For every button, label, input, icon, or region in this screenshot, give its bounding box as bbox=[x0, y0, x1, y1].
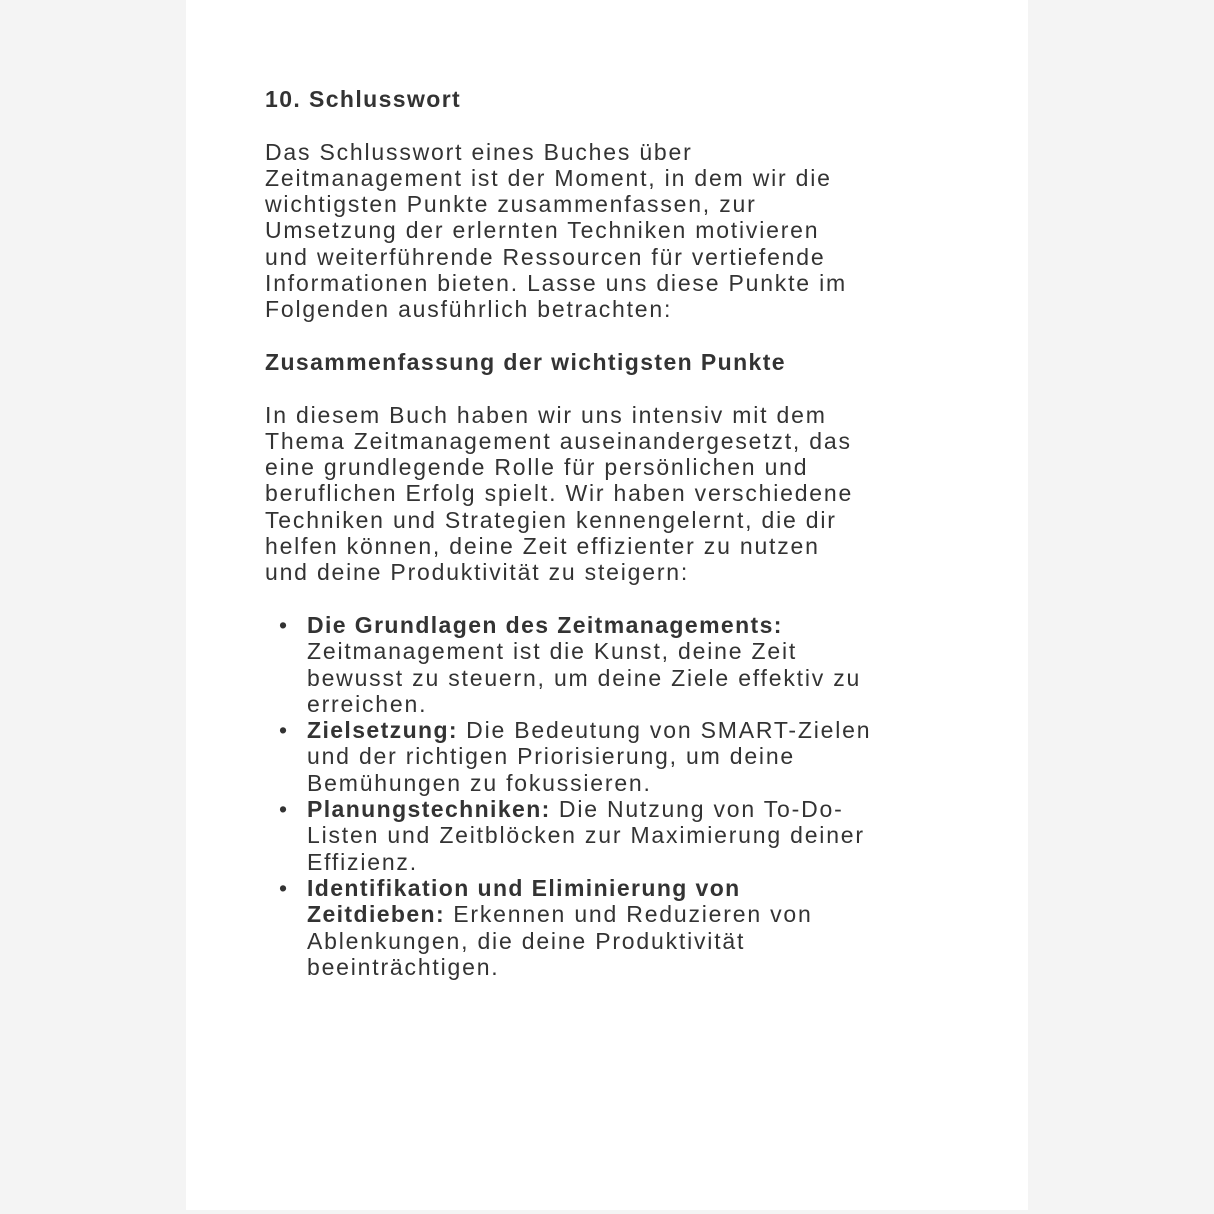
list-item-text: Zeitmanagement ist die Kunst, deine Zeit bbox=[307, 638, 798, 665]
list-item-line bbox=[307, 875, 965, 901]
list-item bbox=[265, 717, 965, 796]
list-item-text: erreichen. bbox=[307, 690, 428, 717]
text-line: Informationen bieten. Lasse uns diese Punkte im bbox=[265, 270, 847, 297]
list-item-line bbox=[307, 849, 965, 875]
intro-paragraph bbox=[265, 139, 965, 323]
list-item-line bbox=[307, 638, 965, 664]
text-line: wichtigsten Punkte zusammenfassen, zur bbox=[265, 191, 757, 218]
list-item-text: Ablenkungen, die deine Produktivität bbox=[307, 927, 746, 954]
list-item-term: Die Grundlagen des Zeitmanagements: bbox=[307, 611, 783, 638]
text-line: helfen können, deine Zeit effizienter zu nutzen bbox=[265, 533, 820, 560]
summary-paragraph bbox=[265, 402, 965, 586]
list-item-text: Bemühungen zu fokussieren. bbox=[307, 769, 652, 796]
text-line: In diesem Buch haben wir uns intensiv mit dem bbox=[265, 401, 827, 428]
list-item-term: Identifikation und Eliminierung von bbox=[307, 874, 741, 901]
list-item-term: Zeitdieben: bbox=[307, 901, 446, 928]
text-line: Zeitmanagement ist der Moment, in dem wir die bbox=[265, 164, 832, 191]
list-item-text: Die Bedeutung von SMART-Zielen bbox=[457, 717, 872, 744]
page-content bbox=[265, 86, 965, 980]
list-item-line bbox=[307, 717, 965, 743]
list-item-line bbox=[307, 901, 965, 927]
list-item-line bbox=[307, 665, 965, 691]
list-item-term: Planungstechniken: bbox=[307, 796, 551, 823]
list-item-line bbox=[307, 612, 965, 638]
list-item-text: Listen und Zeitblöcken zur Maximierung deiner bbox=[307, 822, 865, 849]
list-item bbox=[265, 612, 965, 717]
list-item-line bbox=[307, 770, 965, 796]
bullet-icon: • bbox=[279, 611, 288, 638]
list-item-text: bewusst zu steuern, um deine Ziele effektiv zu bbox=[307, 664, 862, 691]
document-page bbox=[186, 0, 1028, 1210]
list-item-line bbox=[307, 691, 965, 717]
list-item-line bbox=[307, 954, 965, 980]
list-item-line bbox=[307, 796, 965, 822]
list-item bbox=[265, 796, 965, 875]
list-item-text: Erkennen und Reduzieren von bbox=[445, 901, 813, 928]
list-item-text: und der richtigen Priorisierung, um deine bbox=[307, 743, 796, 770]
list-item-line bbox=[307, 822, 965, 848]
list-item bbox=[265, 875, 965, 980]
bullet-icon: • bbox=[279, 796, 288, 823]
text-line: Techniken und Strategien kennengelernt, die dir bbox=[265, 506, 837, 533]
list-item-term: Zielsetzung: bbox=[307, 717, 458, 744]
text-line: Folgenden ausführlich betrachten: bbox=[265, 296, 673, 323]
section-heading: Zusammenfassung der wichtigsten Punkte bbox=[265, 348, 786, 375]
list-item-line bbox=[307, 928, 965, 954]
text-line: und weiterführende Ressourcen für vertiefende bbox=[265, 243, 826, 270]
text-line: Das Schlusswort eines Buches über bbox=[265, 138, 693, 165]
text-line: eine grundlegende Rolle für persönlichen und bbox=[265, 454, 809, 481]
list-item-line bbox=[307, 743, 965, 769]
list-item-text: beeinträchtigen. bbox=[307, 953, 500, 980]
bullet-icon: • bbox=[279, 717, 288, 744]
bullet-list bbox=[265, 612, 965, 980]
text-line: Thema Zeitmanagement auseinandergesetzt, das bbox=[265, 427, 852, 454]
text-line: Umsetzung der erlernten Techniken motivieren bbox=[265, 217, 820, 244]
text-line: beruflichen Erfolg spielt. Wir haben verschiedene bbox=[265, 480, 854, 507]
bullet-icon: • bbox=[279, 874, 288, 901]
list-item-text: Die Nutzung von To-Do- bbox=[550, 796, 844, 823]
list-item-text: Effizienz. bbox=[307, 848, 418, 875]
text-line: und deine Produktivität zu steigern: bbox=[265, 559, 690, 586]
chapter-heading: 10. Schlusswort bbox=[265, 86, 462, 112]
